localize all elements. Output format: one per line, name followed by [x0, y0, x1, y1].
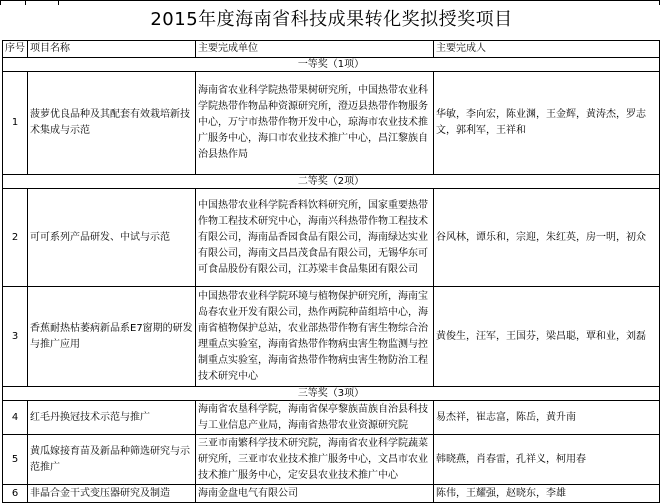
- group-label-third: 三等奖（3项）: [3, 387, 660, 401]
- row-persons: 易杰祥，崔志富，陈岳，黄升南: [434, 401, 660, 435]
- header-project-name: 项目名称: [28, 41, 196, 58]
- group-label-second: 二等奖（2项）: [3, 175, 660, 189]
- row-project-name: 非晶合金干式变压器研究及制造: [28, 485, 196, 503]
- award-table: [2, 40, 660, 503]
- row-index: 5: [3, 435, 28, 485]
- row-index: 2: [3, 189, 28, 287]
- table-row: [3, 287, 660, 387]
- header-persons: 主要完成人: [434, 41, 660, 58]
- table-row: [3, 401, 660, 435]
- table-header-row: [3, 41, 660, 58]
- table-row: [3, 485, 660, 503]
- row-persons: 韩晓燕，肖春雷，孔祥义，柯用春: [434, 435, 660, 485]
- row-persons: 陈伟，王耀强，赵晓东，李雄: [434, 485, 660, 503]
- row-project-name: 香蕉耐热枯萎病新品系E7窗期的研发与推广应用: [28, 287, 196, 387]
- header-units: 主要完成单位: [196, 41, 434, 58]
- row-units: 海南省农业科学院热带果树研究所，中国热带农业科学院热带作物品种资源研究所，澄迈县热带作物服务中心，万宁市热带作物开发中心，琼海市农业技术推广服务中心，海口市农业技术推广中心，昌江黎族自治县热作局: [196, 72, 434, 175]
- page-title: 2015年度海南省科技成果转化奖拟授奖项目: [150, 9, 513, 30]
- group-row-third: [3, 387, 660, 401]
- table-row: [3, 72, 660, 175]
- row-index: 1: [3, 72, 28, 175]
- row-units: 海南省农垦科学院，海南省保亭黎族苗族自治县科技与工业信息产业局，海南省热带农业资源研究院: [196, 401, 434, 435]
- row-project-name: 红毛丹换冠技术示范与推广: [28, 401, 196, 435]
- row-project-name: 菠萝优良品种及其配套有效栽培新技术集成与示范: [28, 72, 196, 175]
- row-units: 中国热带农业科学院环境与植物保护研究所，海南宝岛春农业开发有限公司，热作两院种苗组培中心，海南省植物保护总站，农业部热带作物有害生物综合治理重点实验室，海南省热带作物病虫害生物监测与控制重点实验室，海南省热带作物病虫害生物防治工程技术研究中心: [196, 287, 434, 387]
- row-persons: 黄俊生，汪军，王国芬，梁昌聪，覃和业，刘磊: [434, 287, 660, 387]
- row-units: 中国热带农业科学院香料饮料研究所，国家重要热带作物工程技术研究中心，海南兴科热带作物工程技术有限公司，海南品香园食品有限公司，海南绿达实业有限公司，海南文昌昌茂食品有限公司，无锡华东可可食品股份有限公司，江苏梁丰食品集团有限公司: [196, 189, 434, 287]
- row-index: 3: [3, 287, 28, 387]
- table-row: [3, 189, 660, 287]
- table-row: [3, 435, 660, 485]
- row-index: 4: [3, 401, 28, 435]
- row-units: 三亚市南繁科学技术研究院，海南省农业科学院蔬菜研究所，三亚市农业技术推广服务中心，文昌市农业技术推广服务中心，定安县农业技术推广中心: [196, 435, 434, 485]
- row-units: 海南金盘电气有限公司: [196, 485, 434, 503]
- group-row-first: [3, 58, 660, 72]
- row-project-name: 黄瓜嫁接育苗及新品种筛选研究与示范推广: [28, 435, 196, 485]
- group-label-first: 一等奖（1项）: [3, 58, 660, 72]
- header-index: 序号: [3, 41, 28, 58]
- group-row-second: [3, 175, 660, 189]
- row-index: 6: [3, 485, 28, 503]
- row-persons: 谷风林，谭乐和，宗迎，朱红英，房一明，初众: [434, 189, 660, 287]
- row-project-name: 可可系列产品研发、中试与示范: [28, 189, 196, 287]
- row-persons: 华敏，李向宏，陈业渊，王金辉，黄涛杰，罗志文，郭利军，王祥和: [434, 72, 660, 175]
- top-cropped-strip: [0, 0, 663, 5]
